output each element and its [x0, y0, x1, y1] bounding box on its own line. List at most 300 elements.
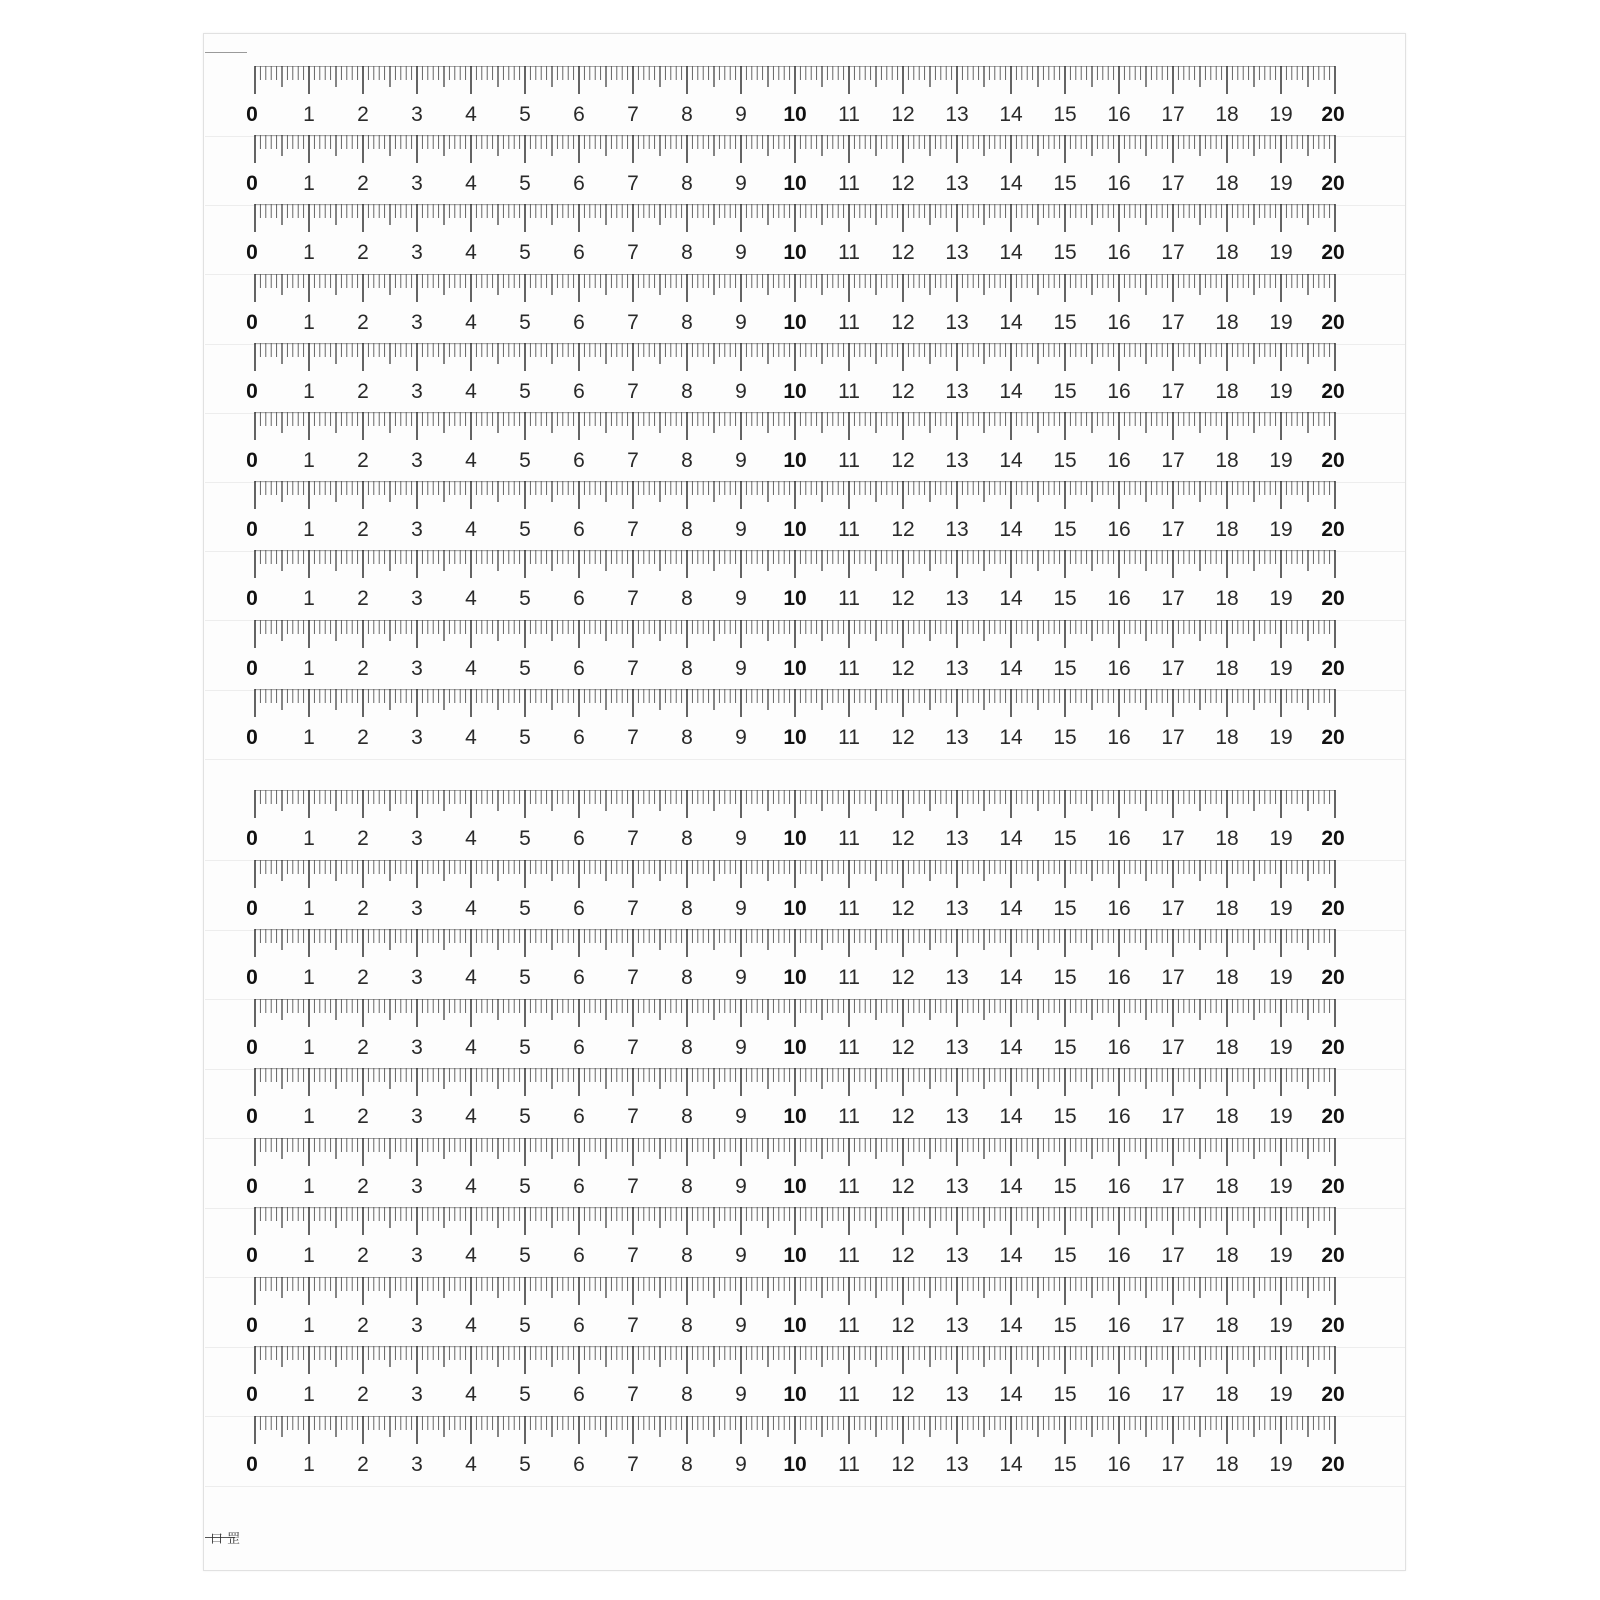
- ruler-number-label: 20: [1321, 1383, 1345, 1406]
- ruler-number-label: 8: [681, 103, 693, 126]
- ruler-number-label: 16: [1107, 1244, 1131, 1267]
- ruler-number-label: 17: [1161, 1174, 1185, 1198]
- ruler-number-label: 9: [735, 1313, 747, 1337]
- ruler-number-label: 1: [303, 656, 315, 680]
- ruler-number-label: 4: [465, 1035, 477, 1059]
- ruler-number-label: 6: [573, 518, 585, 542]
- ruler-ticks: [205, 999, 1405, 1039]
- ruler-number-label: 12: [891, 896, 915, 920]
- ruler-number-label: 15: [1053, 172, 1077, 196]
- ruler-number-label: 19: [1269, 379, 1293, 403]
- ruler-number-label: 20: [1321, 1105, 1345, 1128]
- ruler-number-label: 19: [1269, 241, 1293, 265]
- ruler-number-label: 7: [627, 1383, 639, 1406]
- ruler-strip: [205, 999, 1405, 1070]
- ruler-number-label: 11: [838, 1244, 860, 1267]
- ruler-number-label: 12: [891, 379, 915, 403]
- ruler-number-label: 4: [465, 896, 477, 920]
- ruler-number-label: 5: [519, 310, 531, 334]
- ruler-number-label: 14: [999, 241, 1023, 265]
- ruler-number-label: 8: [681, 587, 693, 611]
- ruler-number-label: 17: [1161, 827, 1185, 850]
- ruler-number-label: 1: [303, 1383, 315, 1406]
- ruler-number-label: 17: [1161, 518, 1185, 542]
- ruler-number-label: 2: [357, 1035, 369, 1059]
- ruler-number-label: 14: [999, 1244, 1023, 1267]
- ruler-number-label: 18: [1215, 587, 1239, 611]
- ruler-number-label: 11: [838, 656, 860, 680]
- ruler-number-label: 9: [735, 310, 747, 334]
- ruler-number-label: 11: [838, 379, 860, 403]
- ruler-number-label: 20: [1321, 656, 1345, 680]
- ruler-number-label: 2: [357, 1105, 369, 1128]
- ruler-number-label: 6: [573, 241, 585, 265]
- ruler-number-label: 1: [303, 310, 315, 334]
- ruler-number-label: 10: [783, 379, 807, 403]
- ruler-number-label: 2: [357, 725, 369, 749]
- ruler-number-label: 15: [1053, 518, 1077, 542]
- ruler-ticks: [205, 1068, 1405, 1108]
- ruler-number-label: 3: [411, 1174, 423, 1198]
- ruler-number-label: 17: [1161, 725, 1185, 749]
- ruler-strip: [205, 412, 1405, 483]
- ruler-number-label: 3: [411, 379, 423, 403]
- ruler-number-label: 9: [735, 1452, 747, 1476]
- ruler-number-label: 19: [1269, 1035, 1293, 1059]
- ruler-number-label: 1: [303, 1452, 315, 1476]
- ruler-number-label: 18: [1215, 241, 1239, 265]
- ruler-number-label: 17: [1161, 449, 1185, 472]
- ruler-number-label: 2: [357, 449, 369, 472]
- ruler-number-label: 1: [303, 379, 315, 403]
- ruler-number-label: 5: [519, 379, 531, 403]
- ruler-strip: [205, 66, 1405, 137]
- ruler-number-label: 0: [246, 241, 258, 265]
- ruler-number-label: 11: [838, 1174, 860, 1198]
- ruler-number-label: 3: [411, 1452, 423, 1476]
- ruler-number-label: 16: [1107, 896, 1131, 920]
- ruler-number-label: 16: [1107, 241, 1131, 265]
- ruler-number-label: 7: [627, 1035, 639, 1059]
- ruler-number-label: 20: [1321, 241, 1345, 265]
- ruler-number-label: 1: [303, 896, 315, 920]
- ruler-number-label: 16: [1107, 172, 1131, 196]
- ruler-number-label: 7: [627, 310, 639, 334]
- ruler-number-label: 7: [627, 587, 639, 611]
- ruler-number-label: 11: [838, 103, 860, 126]
- ruler-number-label: 3: [411, 1035, 423, 1059]
- ruler-ticks: [205, 620, 1405, 660]
- ruler-number-label: 13: [945, 896, 969, 920]
- ruler-number-label: 11: [838, 1035, 860, 1059]
- ruler-number-label: 5: [519, 966, 531, 989]
- ruler-number-label: 10: [783, 103, 807, 126]
- ruler-number-label: 20: [1321, 966, 1345, 989]
- ruler-number-label: 3: [411, 1383, 423, 1406]
- ruler-number-label: 9: [735, 1383, 747, 1406]
- ruler-number-label: 12: [891, 1105, 915, 1128]
- ruler-number-label: 2: [357, 103, 369, 126]
- ruler-number-label: 9: [735, 587, 747, 611]
- ruler-number-label: 18: [1215, 725, 1239, 749]
- ruler-strip: [205, 1416, 1405, 1487]
- ruler-number-label: 9: [735, 1244, 747, 1267]
- ruler-number-label: 20: [1321, 379, 1345, 403]
- ruler-number-label: 1: [303, 241, 315, 265]
- ruler-number-label: 14: [999, 1383, 1023, 1406]
- ruler-number-label: 8: [681, 1035, 693, 1059]
- ruler-number-label: 17: [1161, 379, 1185, 403]
- ruler-number-label: 1: [303, 725, 315, 749]
- ruler-number-label: 4: [465, 725, 477, 749]
- ruler-number-label: 0: [246, 103, 258, 126]
- ruler-number-label: 4: [465, 1452, 477, 1476]
- ruler-number-label: 10: [783, 1452, 807, 1476]
- ruler-number-label: 9: [735, 966, 747, 989]
- ruler-number-label: 16: [1107, 966, 1131, 989]
- ruler-number-label: 17: [1161, 1244, 1185, 1267]
- ruler-strip: [205, 135, 1405, 206]
- ruler-number-label: 13: [945, 1105, 969, 1128]
- ruler-number-label: 14: [999, 518, 1023, 542]
- ruler-number-label: 6: [573, 1174, 585, 1198]
- ruler-number-label: 10: [783, 449, 807, 472]
- ruler-number-label: 3: [411, 310, 423, 334]
- ruler-number-label: 7: [627, 1174, 639, 1198]
- ruler-number-label: 13: [945, 241, 969, 265]
- ruler-number-label: 15: [1053, 1452, 1077, 1476]
- ruler-number-label: 15: [1053, 1105, 1077, 1128]
- ruler-number-label: 7: [627, 172, 639, 196]
- ruler-number-label: 19: [1269, 1452, 1293, 1476]
- ruler-number-label: 8: [681, 656, 693, 680]
- ruler-number-label: 6: [573, 172, 585, 196]
- ruler-number-label: 3: [411, 1105, 423, 1128]
- ruler-number-label: 15: [1053, 379, 1077, 403]
- ruler-number-label: 2: [357, 310, 369, 334]
- ruler-ticks: [205, 204, 1405, 244]
- ruler-number-label: 13: [945, 827, 969, 850]
- ruler-number-label: 8: [681, 1313, 693, 1337]
- ruler-number-label: 17: [1161, 896, 1185, 920]
- ruler-number-label: 2: [357, 587, 369, 611]
- ruler-number-label: 7: [627, 1105, 639, 1128]
- ruler-number-label: 12: [891, 587, 915, 611]
- ruler-number-label: 8: [681, 1105, 693, 1128]
- ruler-number-label: 0: [246, 310, 258, 334]
- ruler-number-label: 1: [303, 449, 315, 472]
- ruler-number-label: 12: [891, 449, 915, 472]
- ruler-number-label: 10: [783, 241, 807, 265]
- ruler-number-label: 2: [357, 1174, 369, 1198]
- ruler-number-label: 2: [357, 966, 369, 989]
- ruler-number-label: 15: [1053, 241, 1077, 265]
- ruler-number-label: 9: [735, 1105, 747, 1128]
- ruler-number-label: 6: [573, 827, 585, 850]
- ruler-number-label: 20: [1321, 172, 1345, 196]
- ruler-ticks: [205, 1416, 1405, 1456]
- ruler-number-label: 11: [838, 725, 860, 749]
- ruler-number-label: 5: [519, 241, 531, 265]
- ruler-number-label: 14: [999, 172, 1023, 196]
- ruler-number-label: 11: [838, 827, 860, 850]
- ruler-number-label: 5: [519, 1452, 531, 1476]
- ruler-number-label: 1: [303, 587, 315, 611]
- ruler-number-label: 20: [1321, 449, 1345, 472]
- ruler-number-label: 6: [573, 587, 585, 611]
- ruler-number-label: 20: [1321, 725, 1345, 749]
- ruler-number-label: 16: [1107, 1313, 1131, 1337]
- ruler-number-label: 13: [945, 172, 969, 196]
- ruler-number-label: 10: [783, 1105, 807, 1128]
- ruler-number-label: 6: [573, 103, 585, 126]
- ruler-number-label: 5: [519, 1174, 531, 1198]
- ruler-number-label: 8: [681, 310, 693, 334]
- corner-cut-mark: [205, 52, 247, 53]
- ruler-ticks: [205, 860, 1405, 900]
- ruler-number-label: 8: [681, 896, 693, 920]
- ruler-number-label: 12: [891, 1244, 915, 1267]
- ruler-number-label: 2: [357, 172, 369, 196]
- ruler-number-label: 14: [999, 966, 1023, 989]
- ruler-number-label: 0: [246, 1244, 258, 1267]
- ruler-number-label: 13: [945, 379, 969, 403]
- ruler-number-label: 8: [681, 1383, 693, 1406]
- ruler-number-label: 1: [303, 1244, 315, 1267]
- ruler-number-label: 20: [1321, 103, 1345, 126]
- ruler-number-label: 8: [681, 1244, 693, 1267]
- ruler-number-label: 13: [945, 310, 969, 334]
- ruler-strip: [205, 1346, 1405, 1417]
- ruler-number-label: 7: [627, 379, 639, 403]
- ruler-number-label: 4: [465, 1105, 477, 1128]
- ruler-number-label: 5: [519, 725, 531, 749]
- ruler-number-label: 19: [1269, 725, 1293, 749]
- ruler-number-label: 7: [627, 896, 639, 920]
- ruler-number-label: 15: [1053, 449, 1077, 472]
- ruler-strip: [205, 620, 1405, 691]
- ruler-number-label: 18: [1215, 827, 1239, 850]
- ruler-number-label: 15: [1053, 966, 1077, 989]
- ruler-number-label: 3: [411, 103, 423, 126]
- ruler-number-label: 12: [891, 656, 915, 680]
- ruler-number-label: 7: [627, 1244, 639, 1267]
- ruler-number-label: 3: [411, 656, 423, 680]
- ruler-number-label: 20: [1321, 1452, 1345, 1476]
- ruler-number-label: 4: [465, 1383, 477, 1406]
- ruler-number-label: 2: [357, 1313, 369, 1337]
- ruler-number-label: 2: [357, 241, 369, 265]
- ruler-number-label: 16: [1107, 656, 1131, 680]
- ruler-number-label: 3: [411, 172, 423, 196]
- ruler-number-label: 2: [357, 656, 369, 680]
- ruler-number-label: 15: [1053, 1174, 1077, 1198]
- ruler-number-label: 19: [1269, 1244, 1293, 1267]
- ruler-number-label: 12: [891, 1035, 915, 1059]
- ruler-number-label: 20: [1321, 1244, 1345, 1267]
- ruler-number-label: 6: [573, 310, 585, 334]
- ruler-number-label: 5: [519, 827, 531, 850]
- ruler-number-label: 19: [1269, 103, 1293, 126]
- ruler-number-label: 17: [1161, 966, 1185, 989]
- ruler-number-label: 15: [1053, 587, 1077, 611]
- ruler-number-label: 7: [627, 1452, 639, 1476]
- ruler-number-label: 1: [303, 172, 315, 196]
- ruler-number-label: 8: [681, 1452, 693, 1476]
- ruler-number-label: 1: [303, 103, 315, 126]
- ruler-number-label: 10: [783, 587, 807, 611]
- ruler-number-label: 4: [465, 172, 477, 196]
- ruler-number-label: 14: [999, 449, 1023, 472]
- ruler-number-label: 15: [1053, 103, 1077, 126]
- ruler-number-label: 19: [1269, 1174, 1293, 1198]
- ruler-number-label: 3: [411, 1313, 423, 1337]
- ruler-number-label: 2: [357, 379, 369, 403]
- ruler-ticks: [205, 1346, 1405, 1386]
- ruler-number-label: 13: [945, 656, 969, 680]
- ruler-number-label: 0: [246, 518, 258, 542]
- ruler-number-label: 0: [246, 379, 258, 403]
- ruler-number-label: 0: [246, 1383, 258, 1406]
- ruler-number-label: 11: [838, 241, 860, 265]
- ruler-number-label: 11: [838, 966, 860, 989]
- ruler-number-label: 17: [1161, 587, 1185, 611]
- ruler-number-label: 20: [1321, 827, 1345, 850]
- ruler-number-label: 18: [1215, 518, 1239, 542]
- ruler-number-label: 0: [246, 656, 258, 680]
- ruler-number-label: 6: [573, 379, 585, 403]
- ruler-number-label: 0: [246, 827, 258, 850]
- ruler-number-label: 6: [573, 1035, 585, 1059]
- ruler-number-label: 10: [783, 1313, 807, 1337]
- ruler-number-label: 4: [465, 103, 477, 126]
- ruler-number-label: 1: [303, 1313, 315, 1337]
- ruler-number-label: 1: [303, 1174, 315, 1198]
- ruler-ticks: [205, 1207, 1405, 1247]
- ruler-number-label: 10: [783, 1383, 807, 1406]
- ruler-number-label: 9: [735, 656, 747, 680]
- ruler-number-label: 6: [573, 449, 585, 472]
- ruler-number-label: 20: [1321, 896, 1345, 920]
- ruler-number-label: 4: [465, 1244, 477, 1267]
- ruler-number-label: 16: [1107, 1383, 1131, 1406]
- ruler-number-label: 12: [891, 1383, 915, 1406]
- ruler-number-label: 5: [519, 1383, 531, 1406]
- ruler-strip: [205, 481, 1405, 552]
- ruler-strip: [205, 274, 1405, 345]
- ruler-number-label: 6: [573, 725, 585, 749]
- ruler-ticks: [205, 66, 1405, 106]
- ruler-number-label: 17: [1161, 1105, 1185, 1128]
- ruler-number-label: 4: [465, 1313, 477, 1337]
- ruler-number-label: 0: [246, 1105, 258, 1128]
- ruler-strip: [205, 1207, 1405, 1278]
- ruler-number-label: 3: [411, 966, 423, 989]
- ruler-number-label: 6: [573, 1383, 585, 1406]
- ruler-number-label: 5: [519, 518, 531, 542]
- ruler-number-label: 19: [1269, 449, 1293, 472]
- ruler-number-label: 9: [735, 103, 747, 126]
- ruler-number-label: 13: [945, 587, 969, 611]
- ruler-number-label: 10: [783, 1174, 807, 1198]
- ruler-number-label: 12: [891, 103, 915, 126]
- ruler-number-label: 15: [1053, 1244, 1077, 1267]
- ruler-number-label: 13: [945, 449, 969, 472]
- ruler-number-label: 13: [945, 1174, 969, 1198]
- ruler-ticks: [205, 1138, 1405, 1178]
- ruler-number-label: 14: [999, 1174, 1023, 1198]
- ruler-number-label: 2: [357, 1383, 369, 1406]
- ruler-number-label: 7: [627, 966, 639, 989]
- ruler-number-label: 7: [627, 449, 639, 472]
- ruler-number-label: 0: [246, 966, 258, 989]
- ruler-number-label: 20: [1321, 587, 1345, 611]
- ruler-ticks: [205, 689, 1405, 729]
- ruler-number-label: 12: [891, 310, 915, 334]
- ruler-number-label: 0: [246, 1452, 258, 1476]
- ruler-number-label: 0: [246, 449, 258, 472]
- ruler-number-label: 15: [1053, 1313, 1077, 1337]
- ruler-number-label: 4: [465, 656, 477, 680]
- ruler-number-label: 5: [519, 1035, 531, 1059]
- ruler-number-label: 2: [357, 827, 369, 850]
- ruler-number-label: 10: [783, 725, 807, 749]
- ruler-number-label: 17: [1161, 1383, 1185, 1406]
- ruler-number-label: 4: [465, 827, 477, 850]
- ruler-number-label: 14: [999, 1035, 1023, 1059]
- ruler-number-label: 18: [1215, 1174, 1239, 1198]
- ruler-number-label: 5: [519, 896, 531, 920]
- ruler-number-label: 5: [519, 103, 531, 126]
- ruler-number-label: 20: [1321, 1313, 1345, 1337]
- ruler-number-label: 19: [1269, 587, 1293, 611]
- ruler-strip: [205, 790, 1405, 861]
- ruler-number-label: 3: [411, 896, 423, 920]
- ruler-number-label: 11: [838, 1105, 860, 1128]
- ruler-strip: [205, 204, 1405, 275]
- ruler-number-label: 5: [519, 656, 531, 680]
- sheet-footer-text: 口 罡: [210, 1532, 241, 1547]
- ruler-ticks: [205, 790, 1405, 830]
- ruler-number-label: 16: [1107, 1452, 1131, 1476]
- ruler-number-label: 10: [783, 310, 807, 334]
- ruler-number-label: 7: [627, 656, 639, 680]
- ruler-number-label: 0: [246, 896, 258, 920]
- ruler-number-label: 11: [838, 310, 860, 334]
- ruler-number-label: 13: [945, 1244, 969, 1267]
- ruler-number-label: 9: [735, 827, 747, 850]
- ruler-number-label: 11: [838, 449, 860, 472]
- ruler-strip: [205, 550, 1405, 621]
- ruler-number-label: 1: [303, 966, 315, 989]
- ruler-number-label: 14: [999, 379, 1023, 403]
- ruler-number-label: 10: [783, 656, 807, 680]
- ruler-number-label: 9: [735, 725, 747, 749]
- ruler-number-label: 10: [783, 172, 807, 196]
- ruler-number-label: 6: [573, 896, 585, 920]
- ruler-number-label: 17: [1161, 1313, 1185, 1337]
- ruler-ticks: [205, 550, 1405, 590]
- ruler-number-label: 3: [411, 1244, 423, 1267]
- ruler-ticks: [205, 343, 1405, 383]
- ruler-strip: [205, 929, 1405, 1000]
- ruler-number-label: 5: [519, 587, 531, 611]
- ruler-number-label: 4: [465, 518, 477, 542]
- ruler-number-label: 10: [783, 896, 807, 920]
- ruler-number-label: 8: [681, 379, 693, 403]
- ruler-number-label: 4: [465, 310, 477, 334]
- ruler-number-label: 13: [945, 103, 969, 126]
